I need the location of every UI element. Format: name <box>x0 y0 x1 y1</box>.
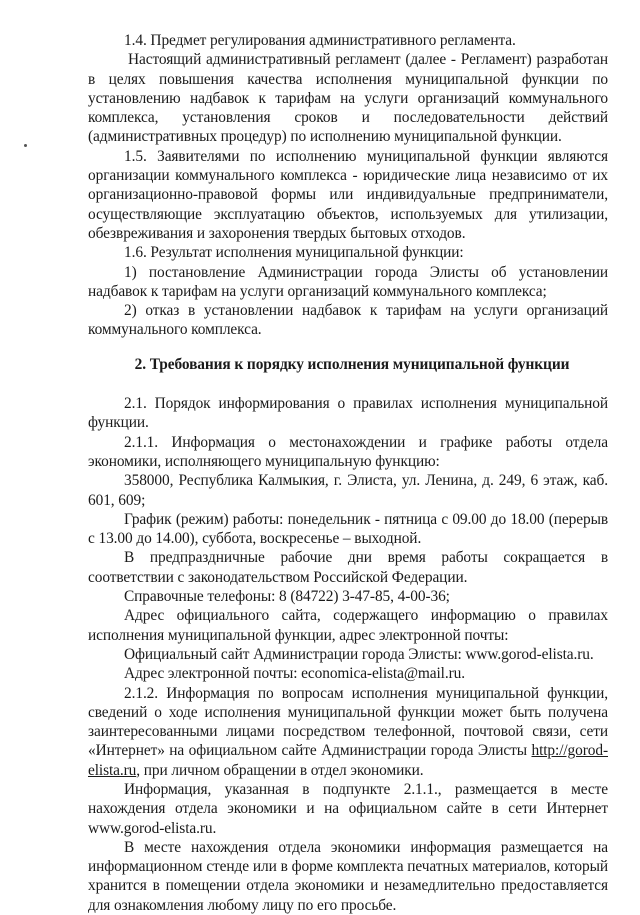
section-2-1-2-tail: , при личном обращении в отдел экономики. <box>136 761 424 779</box>
info-stand: В месте нахождения отдела экономики информация размещается на информационном стенде или в форме комплекта печатных материалов, который хранится в помещении отдела экономики и незамедлительно предоставляется для ознакомления любому лицу по его просьбе. <box>88 838 608 914</box>
result-item-2: 2) отказ в установлении надбавок к тарифам на услуги организаций коммунального комплекса. <box>88 302 608 339</box>
section-1-4-title: 1.4. Предмет регулирования административного регламента. <box>124 32 516 49</box>
result-item-1: 1) постановление Администрации города Элисты об установлении надбавок к тарифам на услуги организаций коммунального комплекса; <box>88 263 608 300</box>
section-2-heading: 2. Требования к порядку исполнения муниципальной функции <box>134 355 570 373</box>
scan-speck <box>24 144 27 147</box>
website-link[interactable]: http://gorod-elista.ru <box>88 742 608 779</box>
address-line: 358000, Республика Калмыкия, г. Элиста, ул. Ленина, д. 249, 6 этаж, каб. 601, 609; <box>88 472 608 509</box>
paragraph-regulation-purpose: Настоящий административный регламент (далее - Регламент) разработан в целях повышения качества исполнения муниципальной функции по установлению надбавок к тарифам на услуги организаций коммунального комплекса, установления сроков и последовательности действий (административных процедур) по исполнению муниципальной функции. <box>88 51 608 146</box>
website-intro: Адрес официального сайта, содержащего информацию о правилах исполнения муниципальной функции, адрес электронной почты: <box>88 607 608 644</box>
spacer <box>88 374 608 394</box>
section-2-1-1-title: 2.1.1. Информация о местонахождении и графике работы отдела экономики, исполняющего муниципальную функцию: <box>88 433 608 470</box>
official-website: Официальный сайт Администрации города Элисты: www.gorod-elista.ru. <box>124 645 594 663</box>
email-address: Адрес электронной почты: economica-elista@mail.ru. <box>124 665 465 683</box>
holiday-hours: В предпраздничные рабочие дни время работы сокращается в соответствии с законодательством Российской Федерации. <box>88 549 608 586</box>
section-1-6-title: 1.6. Результат исполнения муниципальной функции: <box>124 244 464 262</box>
phone-numbers: Справочные телефоны: 8 (84722) 3-47-85, 4-00-36; <box>124 588 450 606</box>
document-page <box>88 31 608 915</box>
paragraph-applicants: 1.5. Заявителями по исполнению муниципальной функции являются организации коммунального комплекса - юридические лица независимо от их организационно-правовой формы или индивидуальные предприниматели, осуществляющие эксплуатацию объектов, используемых для утилизации, обезвреживания и захоронения твердых бытовых отходов. <box>88 147 608 242</box>
info-placement: Информация, указанная в подпункте 2.1.1., размещается в месте нахождения отдела экономики и на официальном сайте в сети Интернет www.gorod-elista.ru. <box>88 780 608 837</box>
section-2-1-title: 2.1. Порядок информирования о правилах исполнения муниципальной функции. <box>88 395 608 432</box>
work-schedule: График (режим) работы: понедельник - пятница с 09.00 до 18.00 (перерыв с 13.00 до 14.00), суббота, воскресенье – выходной. <box>88 510 608 548</box>
section-2-1-2-text: 2.1.2. Информация по вопросам исполнения муниципальной функции, сведений о ходе исполнения муниципальной функции может быть получена заинтересованными лицами посредством телефонной, почтовой связи, сети «Интернет» на официальном сайте Администрации города Элисты <box>88 684 608 760</box>
section-2-1-2 <box>88 684 608 780</box>
